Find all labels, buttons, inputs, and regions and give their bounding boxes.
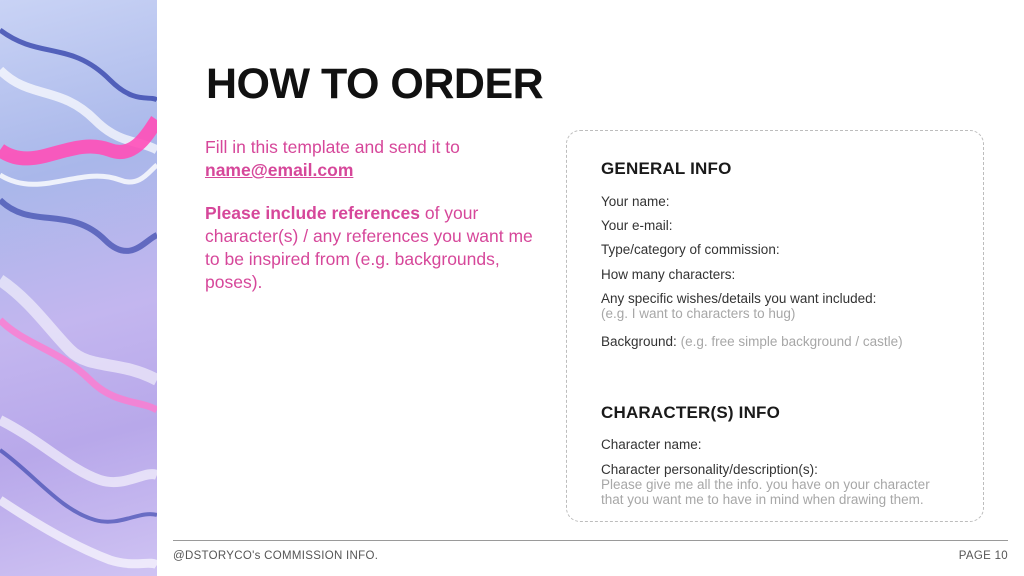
character-info-heading: CHARACTER(S) INFO xyxy=(601,403,781,422)
field-your-email: Your e-mail: xyxy=(601,218,673,233)
order-instructions xyxy=(205,136,545,294)
order-template-card xyxy=(566,130,984,522)
field-character-name: Character name: xyxy=(601,437,702,452)
send-instruction xyxy=(205,136,545,182)
marble-texture xyxy=(0,0,157,576)
page-title: HOW TO ORDER xyxy=(206,60,544,108)
references-text: of your character(s) / any references you want me to be inspired from (e.g. backgrounds, poses). xyxy=(205,203,533,292)
references-bold: Please include references xyxy=(205,203,420,223)
field-wishes xyxy=(601,291,876,321)
background-label: Background: xyxy=(601,334,677,349)
footer-credit: @DSTORYCO's COMMISSION INFO. xyxy=(173,550,379,562)
footer-divider xyxy=(173,540,1008,541)
wishes-label: Any specific wishes/details you want included: xyxy=(601,291,877,306)
marble-art-panel xyxy=(0,0,157,576)
field-your-name: Your name: xyxy=(601,194,670,209)
personality-hint-1: Please give me all the info. you have on your character xyxy=(601,477,930,492)
field-background xyxy=(601,334,903,349)
background-hint: (e.g. free simple background / castle) xyxy=(680,334,903,349)
send-text: Fill in this template and send it to xyxy=(205,137,460,157)
references-instruction xyxy=(205,202,545,294)
general-info-heading: GENERAL INFO xyxy=(601,159,732,178)
email-link[interactable]: name@email.com xyxy=(205,160,354,180)
personality-label: Character personality/description(s): xyxy=(601,462,818,477)
wishes-hint: (e.g. I want to characters to hug) xyxy=(601,306,796,321)
personality-hint-2: that you want me to have in mind when drawing them. xyxy=(601,492,924,507)
field-character-count: How many characters: xyxy=(601,267,736,282)
field-commission-type: Type/category of commission: xyxy=(601,242,780,257)
page-number: PAGE 10 xyxy=(958,550,1008,562)
field-personality xyxy=(601,462,930,507)
